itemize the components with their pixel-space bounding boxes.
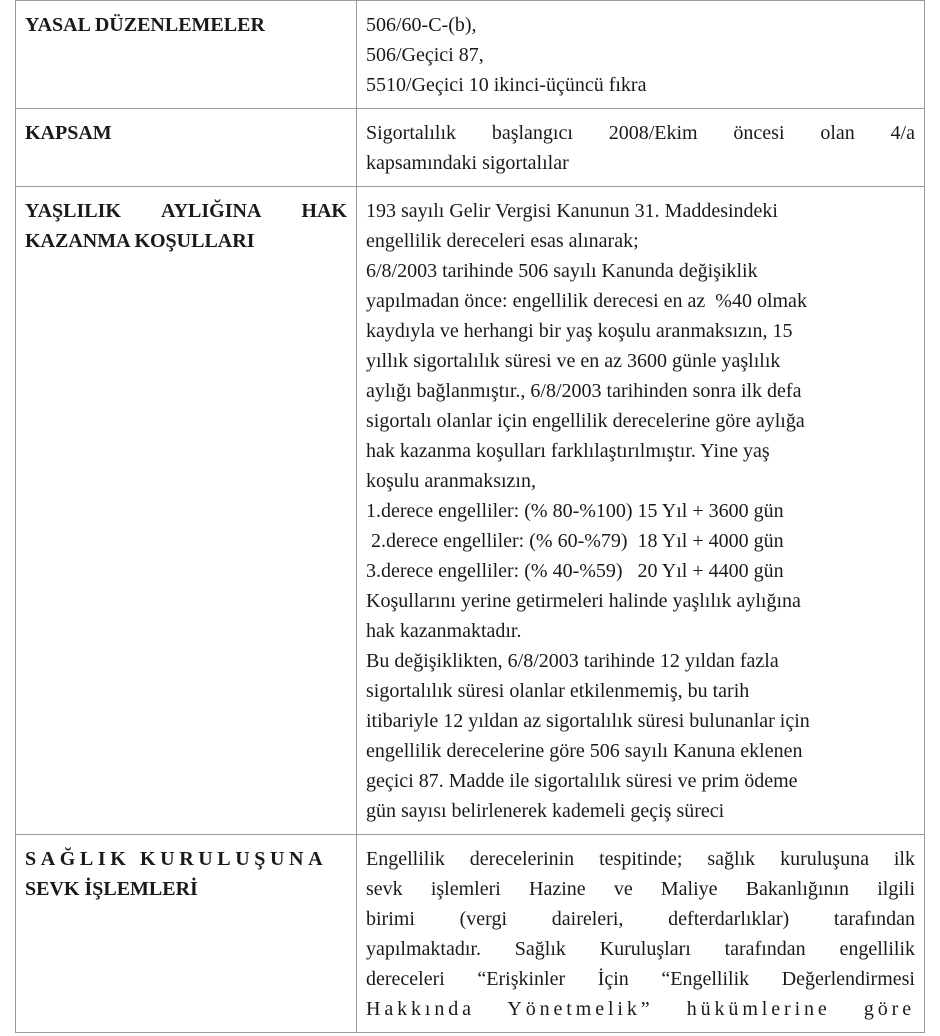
text-line: itibariyle 12 yıldan az sigortalılık süresi bulunanlar için [366,710,810,732]
row-label [25,196,347,256]
text-line: 193 sayılı Gelir Vergisi Kanunun 31. Maddesindeki [366,200,778,222]
row-value [366,844,915,1024]
text-line: geçici 87. Madde ile sigortalılık süresi ve prim ödeme [366,770,798,792]
row-label-cell [16,187,357,835]
row-label [25,844,347,904]
row-value [366,196,915,826]
text-line: yapılmaktadır. Sağlık Kuruluşları tarafından engellilik [366,938,915,960]
text-line: koşulu aranmaksızın, [366,470,536,492]
text-line: 5510/Geçici 10 ikinci-üçüncü fıkra [366,74,647,96]
text-line: sevk işlemleri Hazine ve Maliye Bakanlığının ilgili [366,878,915,900]
row-label-cell [16,1,357,109]
text-line: Koşullarını yerine getirmeleri halinde yaşlılık aylığına [366,590,801,612]
text-line: sigortalılık süresi olanlar etkilenmemiş, bu tarih [366,680,750,702]
text-line: Engellilik derecelerinin tespitinde; sağlık kuruluşuna ilk [366,848,915,870]
text-line: 6/8/2003 tarihinde 506 sayılı Kanunda değişiklik [366,260,758,282]
row-label: KAPSAM [25,122,112,144]
degree-1-line: 1.derece engelliler: (% 80-%100) 15 Yıl + 3600 gün [366,500,784,522]
degree-3-line: 3.derece engelliler: (% 40-%59) 20 Yıl + 4400 gün [366,560,784,582]
row-value-cell [357,835,925,1033]
text-line: birimi (vergi daireleri, defterdarlıklar) tarafından [366,908,915,930]
text-line: hak kazanma koşulları farklılaştırılmıştır. Yine yaş [366,440,770,462]
text-line: 506/Geçici 87, [366,44,484,66]
text-line: 506/60-C-(b), [366,14,477,36]
row-value [366,10,915,100]
row-label-cell [16,835,357,1033]
text-line: Hakkında Yönetmelik” hükümlerine göre [366,998,915,1020]
table-row-scope [16,109,925,187]
text-line: aylığı bağlanmıştır., 6/8/2003 tarihinden sonra ilk defa [366,380,802,402]
text-line: kaydıyla ve herhangi bir yaş koşulu aranmaksızın, 15 [366,320,793,342]
text-line: yapılmadan önce: engellilik derecesi en az %40 olmak [366,290,807,312]
label-line: YAŞLILIK AYLIĞINA HAK [25,200,347,222]
text-line: kapsamındaki sigortalılar [366,152,569,174]
label-line: SEVK İŞLEMLERİ [25,878,198,900]
table-row-health-referral [16,835,925,1033]
row-label: YASAL DÜZENLEMELER [25,14,265,36]
row-value [366,118,915,178]
row-value-cell [357,109,925,187]
text-line: gün sayısı belirlenerek kademeli geçiş süreci [366,800,725,822]
text-line: dereceleri “Erişkinler İçin “Engellilik Değerlendirmesi [366,968,915,990]
degree-2-line: 2.derece engelliler: (% 60-%79) 18 Yıl + 4000 gün [366,530,784,552]
label-line: SAĞLIK KURULUŞUNA [25,848,328,870]
row-label-cell [16,109,357,187]
text-line: engellilik dereceleri esas alınarak; [366,230,639,252]
text-line: yıllık sigortalılık süresi ve en az 3600 günle yaşlılık [366,350,781,372]
text-line: Sigortalılık başlangıcı 2008/Ekim öncesi olan 4/a [366,122,915,144]
row-value-cell [357,1,925,109]
text-line: sigortalı olanlar için engellilik derecelerine göre aylığa [366,410,805,432]
text-line: hak kazanmaktadır. [366,620,522,642]
legal-info-table [15,0,925,1033]
text-line: engellilik derecelerine göre 506 sayılı Kanuna eklenen [366,740,803,762]
table-row-eligibility [16,187,925,835]
row-value-cell [357,187,925,835]
label-line: KAZANMA KOŞULLARI [25,230,255,252]
text-line: Bu değişiklikten, 6/8/2003 tarihinde 12 yıldan fazla [366,650,779,672]
table-row-legal-regulations [16,1,925,109]
